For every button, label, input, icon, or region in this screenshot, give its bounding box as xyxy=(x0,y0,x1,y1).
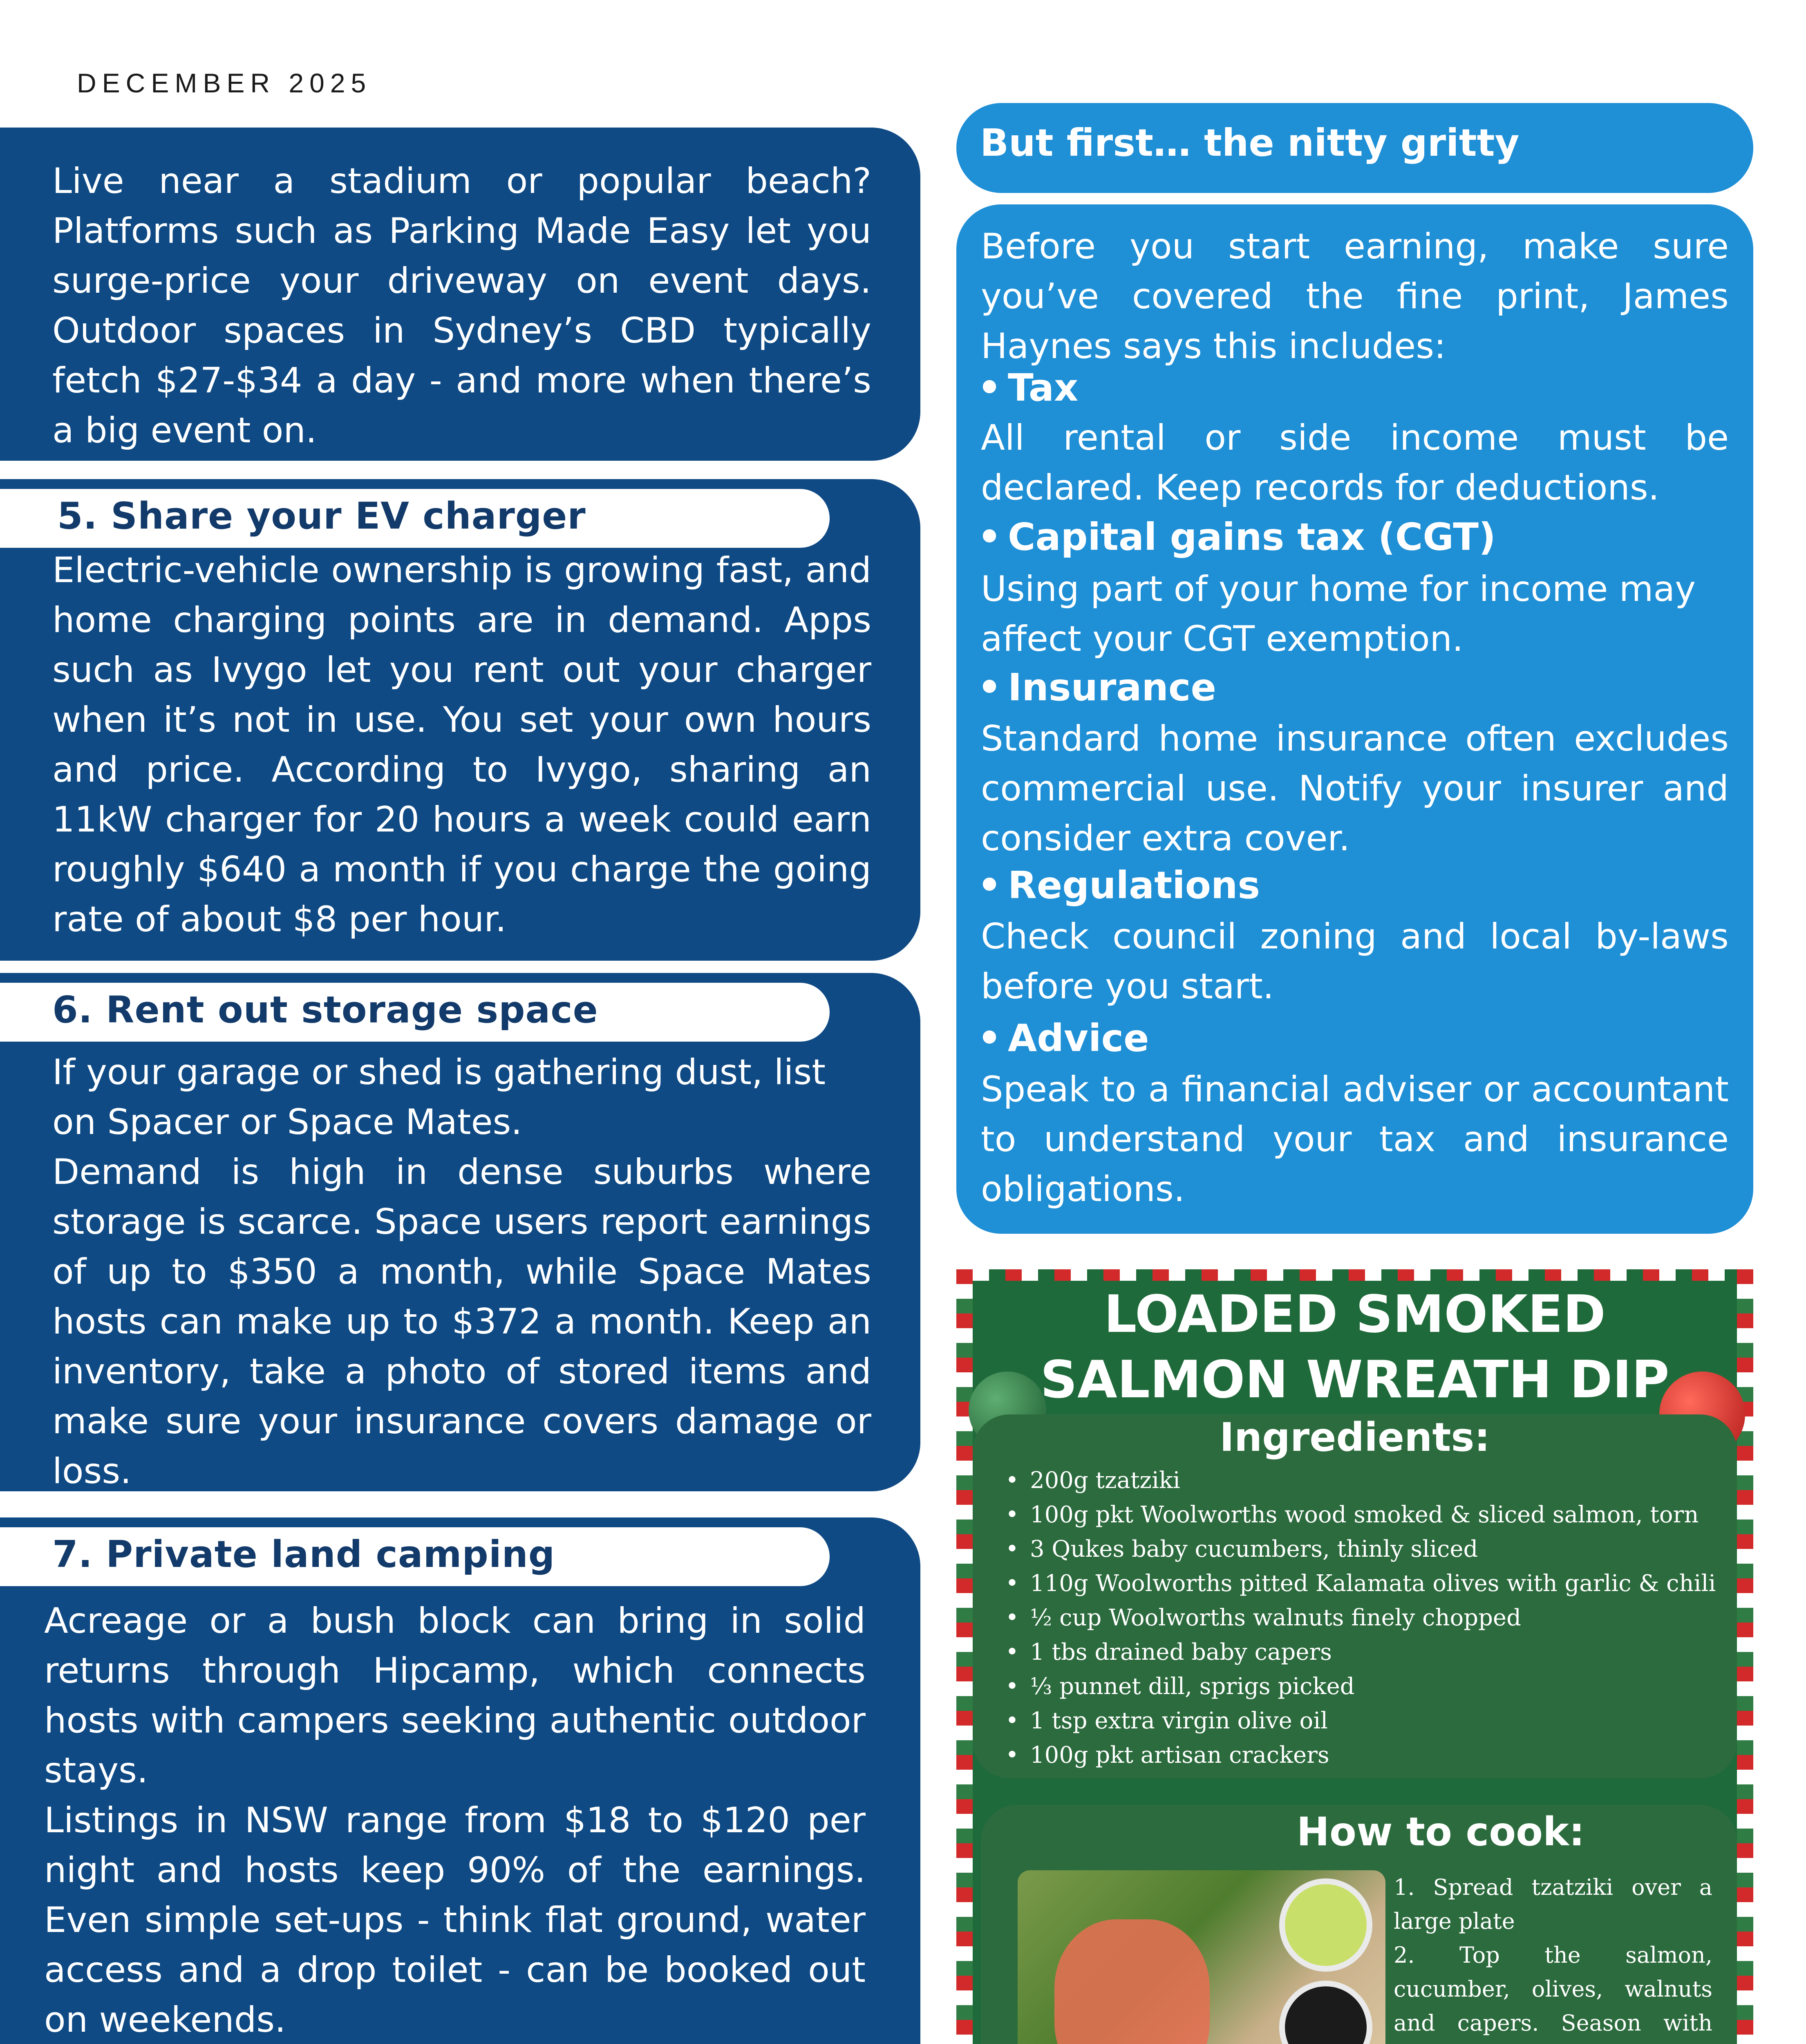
list-item: • 100g pkt Woolworths wood smoked & sliced salmon, torn xyxy=(1005,1498,1716,1532)
list-item: • ½ cup Woolworths walnuts finely chopped xyxy=(1005,1601,1716,1635)
intro-text: Live near a stadium or popular beach? Platforms such as Parking Made Easy let you surge-price your driveway on event days. Outdoor spaces in Sydney’s CBD typically fetch $27-$34 a day - and more when there’s a big event on. xyxy=(52,161,871,451)
nitty-gritty-heading-box xyxy=(956,103,1753,193)
list-item: • 1 tsp extra virgin olive oil xyxy=(1005,1704,1716,1738)
section-heading: 5. Share your EV charger xyxy=(57,495,586,538)
dish-photo xyxy=(1018,1870,1385,2044)
ingredients-heading: Ingredients: xyxy=(1220,1414,1490,1460)
section-storage xyxy=(0,973,920,1491)
section-text: Electric-vehicle ownership is growing fast, and home charging points are in demand. Apps such as Ivygo let you rent out your charger when it’s not in use. You set your own hours and price. According to Ivygo, sharing an 11kW charger for 20 hours a week could earn roughly $640 a month if you charge the going rate of about $8 per hour. xyxy=(52,550,871,940)
recipe-title: LOADED SMOKED SALMON WREATH DIP xyxy=(1040,1284,1669,1410)
list-item: • 100g pkt artisan crackers xyxy=(1005,1738,1716,1773)
intro-block xyxy=(0,128,920,461)
checklist-item-text: Using part of your home for income may affect your CGT exemption. xyxy=(981,569,1696,659)
method-step: 2. Top the salmon, cucumber, olives, walnuts and capers. Season with xyxy=(1394,1942,1712,2036)
section-heading-pill xyxy=(0,489,830,548)
list-item: • 200g tzatziki xyxy=(1005,1464,1716,1498)
checklist-item-title: • Insurance xyxy=(977,666,1216,709)
checklist-item-title: • Capital gains tax (CGT) xyxy=(977,515,1496,559)
nitty-gritty-heading: But first… the nitty gritty xyxy=(980,121,1520,165)
issue-date: DECEMBER 2025 xyxy=(77,68,372,98)
section-text: If your garage or shed is gathering dust, list on Spacer or Space Mates. xyxy=(52,1052,826,1143)
ingredients-panel xyxy=(973,1414,1737,1778)
section-text: Acreage or a bush block can bring in solid returns through Hipcamp, which connects hosts with campers seeking authentic outdoor stays. xyxy=(44,1600,866,1791)
section-camping xyxy=(0,1517,920,2044)
checklist-item-text: Speak to a financial adviser or accountant to understand your tax and insurance obligations. xyxy=(981,1069,1729,1210)
checklist-item-title: • Advice xyxy=(977,1016,1149,1060)
method-panel xyxy=(981,1805,1737,2044)
checklist-item-title: • Regulations xyxy=(977,863,1260,907)
method-step: 1. Spread tzatziki over a large plate xyxy=(1394,1874,1712,1934)
section-heading-pill xyxy=(0,1527,830,1586)
section-text: Listings in NSW range from $18 to $120 per night and hosts keep 90% of the earnings. Even simple set-ups - think flat ground, water access and a drop toilet - can be booked out on weekends. xyxy=(44,1800,866,2040)
section-ev-charger xyxy=(0,479,920,961)
checklist-item-text: Standard home insurance often excludes commercial use. Notify your insurer and consider extra cover. xyxy=(981,718,1729,859)
list-item: • 3 Qukes baby cucumbers, thinly sliced xyxy=(1005,1532,1716,1567)
nitty-gritty-intro: Before you start earning, make sure you’ve covered the fine print, James Haynes says this includes: xyxy=(981,226,1729,367)
list-item: • 110g Woolworths pitted Kalamata olives with garlic & chili xyxy=(1005,1567,1716,1601)
section-heading: 6. Rent out storage space xyxy=(52,988,598,1031)
checklist-item-title: • Tax xyxy=(977,366,1079,410)
section-heading-pill xyxy=(0,983,830,1042)
section-text: Demand is high in dense suburbs where storage is scarce. Space users report earnings of up to $350 a month, while Space Mates hosts can make up to $372 a month. Keep an inventory, take a photo of stored items and make sure your insurance covers damage or loss. xyxy=(52,1152,871,1492)
section-heading: 7. Private land camping xyxy=(52,1533,555,1576)
checklist-item-text: All rental or side income must be declared. Keep records for deductions. xyxy=(981,417,1729,508)
checklist-item-text: Check council zoning and local by-laws before you start. xyxy=(981,916,1729,1007)
knit-border xyxy=(956,1269,1753,1281)
ingredients-list xyxy=(1005,1464,1716,1773)
list-item: • 1 tbs drained baby capers xyxy=(1005,1635,1716,1670)
method-heading: How to cook: xyxy=(1296,1809,1585,1855)
nitty-gritty-box xyxy=(956,204,1753,1234)
list-item: • ⅓ punnet dill, sprigs picked xyxy=(1005,1670,1716,1704)
recipe-card xyxy=(956,1269,1753,2044)
